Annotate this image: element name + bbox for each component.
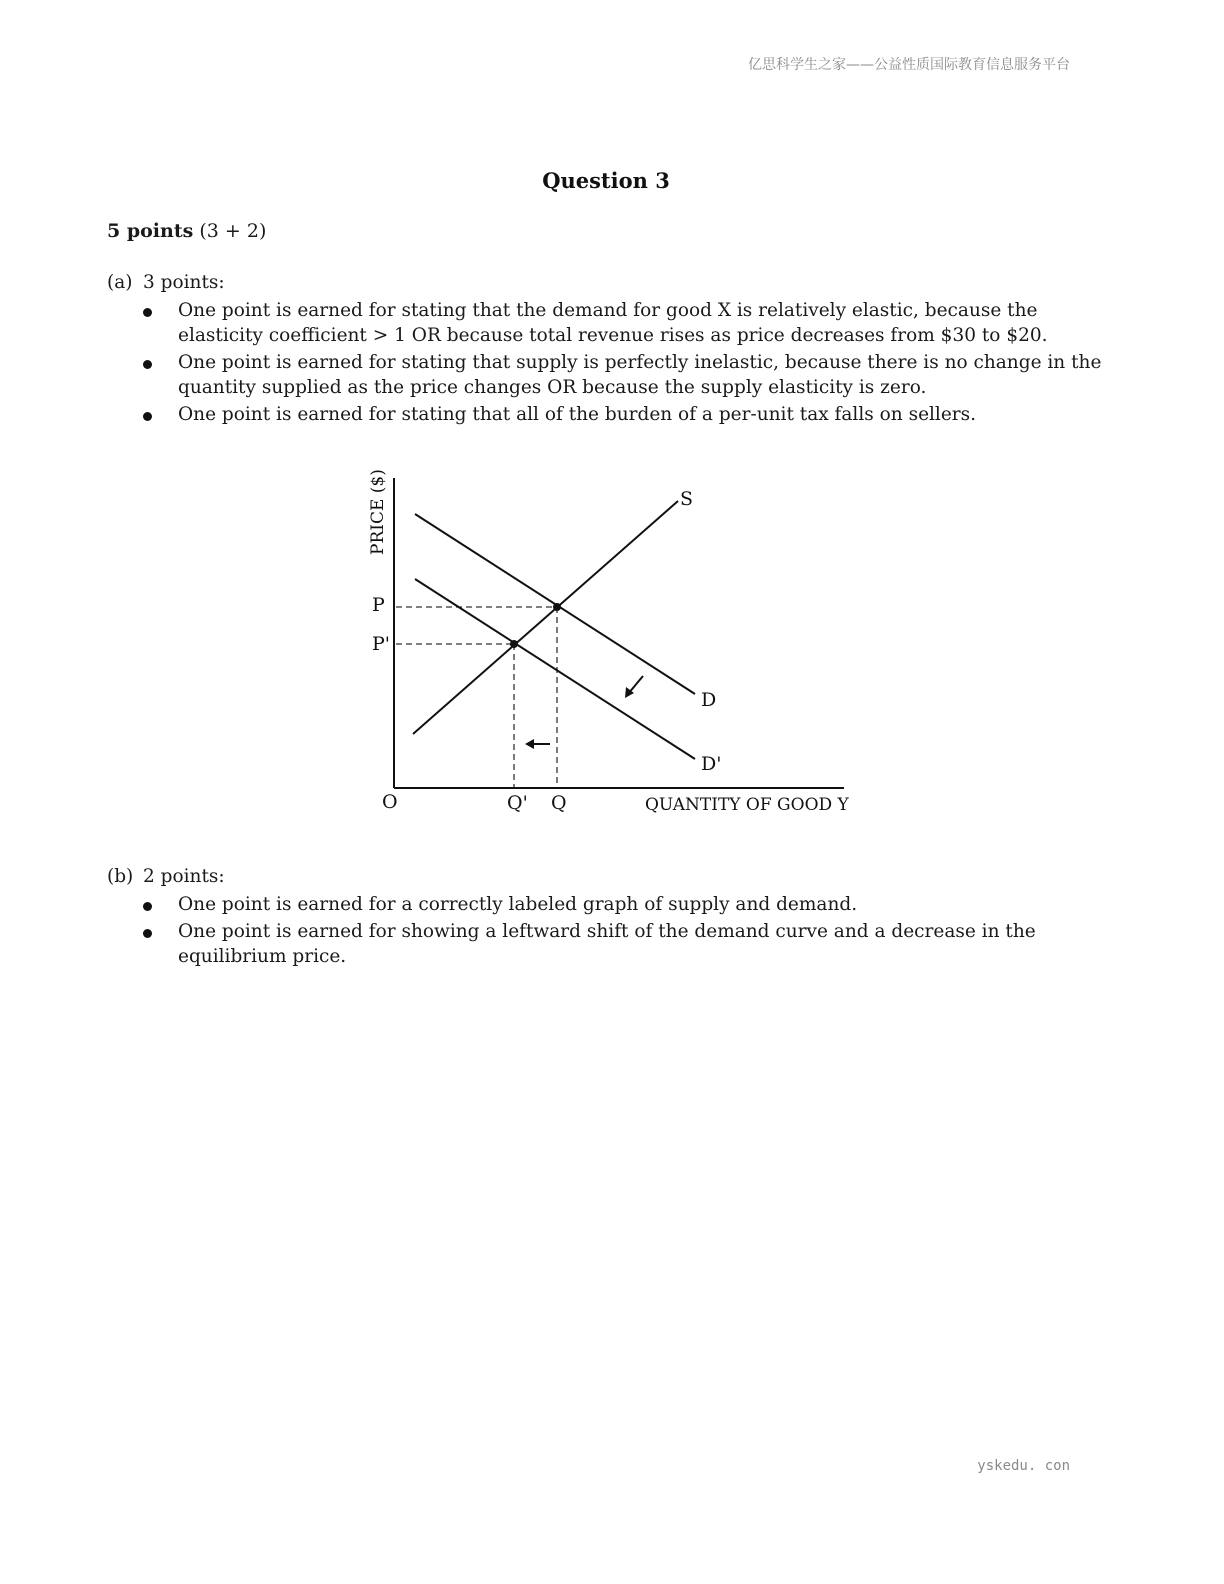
- demand-shifted-label: D': [701, 753, 722, 775]
- equilibrium-point: [553, 603, 561, 611]
- section-a: [107, 270, 1107, 429]
- points-total: 5 points: [107, 220, 194, 242]
- section-a-label: (a): [107, 272, 133, 293]
- supply-demand-graph: [360, 468, 860, 828]
- bullet-icon: [143, 360, 152, 369]
- quantity-label-q: Q: [551, 792, 567, 814]
- list-item-text: One point is earned for stating that all of the burden of a per-unit tax falls on sellers.: [178, 404, 977, 425]
- section-b-label: (b): [107, 866, 134, 887]
- supply-label: S: [680, 488, 694, 510]
- page-title: Question 3: [542, 168, 670, 193]
- new-equilibrium-point: [510, 640, 518, 648]
- section-b-heading: [107, 864, 1107, 889]
- section-b: [107, 864, 1107, 971]
- list-item-text: One point is earned for stating that supply is perfectly inelastic, because there is no change in the quantity supplied as the price changes OR because the supply elasticity is zero.: [178, 352, 1102, 398]
- list-item: [107, 402, 1107, 427]
- demand-label: D: [701, 689, 717, 711]
- supply-curve: [413, 501, 678, 734]
- graph-canvas: [360, 468, 860, 828]
- section-b-points: 2 points:: [143, 866, 225, 887]
- price-label-p: P: [372, 594, 385, 616]
- points-breakdown: (3 + 2): [199, 220, 267, 242]
- section-b-list: [107, 892, 1107, 969]
- list-item-text: One point is earned for a correctly labeled graph of supply and demand.: [178, 894, 858, 915]
- list-item-text: One point is earned for showing a leftward shift of the demand curve and a decrease in the equilibrium price.: [178, 921, 1036, 967]
- footer-watermark: yskedu. con: [977, 1458, 1070, 1474]
- origin-label: O: [382, 791, 398, 813]
- section-a-points: 3 points:: [143, 272, 225, 293]
- bullet-icon: [143, 412, 152, 421]
- bullet-icon: [143, 308, 152, 317]
- points-summary: [107, 220, 266, 242]
- quantity-shift-arrowhead-icon: [525, 739, 534, 749]
- section-a-heading: [107, 270, 1107, 295]
- list-item: [107, 892, 1107, 917]
- price-label-p-prime: P': [372, 633, 391, 655]
- bullet-icon: [143, 929, 152, 938]
- section-a-list: [107, 298, 1107, 427]
- list-item: [107, 350, 1107, 400]
- quantity-label-q-prime: Q': [507, 792, 528, 814]
- list-item: [107, 919, 1107, 969]
- bullet-icon: [143, 902, 152, 911]
- list-item: [107, 298, 1107, 348]
- header-watermark: 亿思科学生之家——公益性质国际教育信息服务平台: [748, 57, 1070, 73]
- x-axis-label: QUANTITY OF GOOD Y: [645, 795, 849, 815]
- y-axis-label: PRICE ($): [368, 469, 388, 555]
- list-item-text: One point is earned for stating that the demand for good X is relatively elastic, because the elasticity coefficient > 1 OR because total revenue rises as price decreases from $30 to $20.: [178, 300, 1048, 346]
